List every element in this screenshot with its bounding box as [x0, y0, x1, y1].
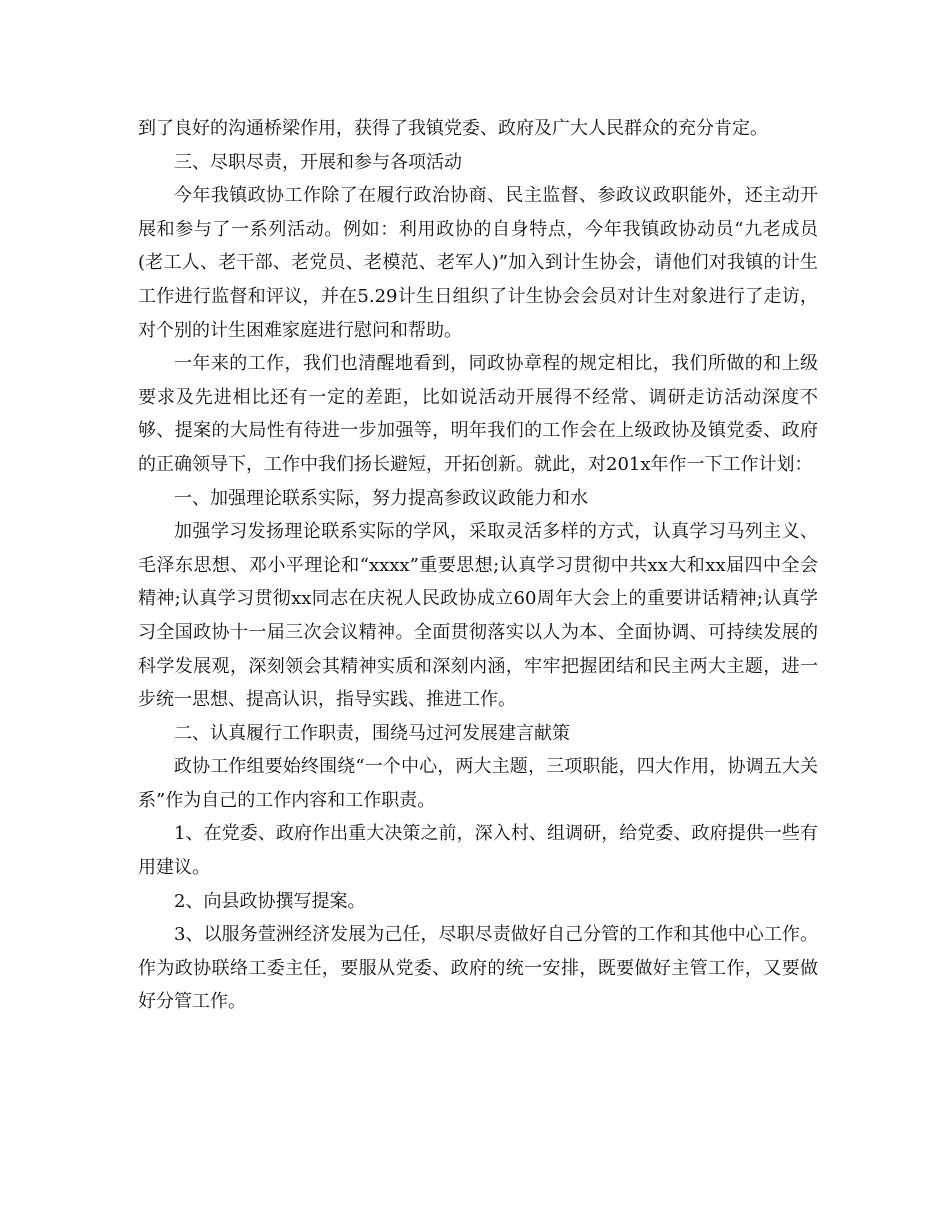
- paragraph-activities: 今年我镇政协工作除了在履行政治协商、民主监督、参政议政职能外，还主动开展和参与了一系列活动。例如：利用政协的自身特点，今年我镇政协动员“九老成员(老工人、老干部、老党员、老模范、老军人)”加入到计生协会，请他们对我镇的计生工作进行监督和评议，并在5.29计生日组织了计生协会会员对计生对象进行了走访，对个别的计生困难家庭进行慰问和帮助。: [138, 185, 818, 341]
- list-item-1: 1、在党委、政府作出重大决策之前，深入村、组调研，给党委、政府提供一些有用建议。: [138, 823, 818, 879]
- document-body: [138, 112, 818, 1019]
- paragraph-study: 加强学习发扬理论联系实际的学风，采取灵活多样的方式，认真学习马列主义、毛泽东思想、邓小平理论和“xxxx”重要思想;认真学习贯彻中共xx大和xx届四中全会精神;认真学习贯彻xx同志在庆祝人民政协成立60周年大会上的重要讲话精神;认真学习全国政协十一届三次会议精神。全面贯彻落实以人为本、全面协调、可持续发展的科学发展观，深刻领会其精神实质和深刻内涵，牢牢把握团结和民主两大主题，进一步统一思想、提高认识，指导实践、推进工作。: [138, 521, 818, 711]
- list-item-2: 2、向县政协撰写提案。: [174, 890, 366, 912]
- paragraph-duties: 政协工作组要始终围绕“一个中心，两大主题，三项职能，四大作用，协调五大关系”作为自己的工作内容和工作职责。: [138, 756, 818, 811]
- list-item-3: 3、以服务萱洲经济发展为己任，尽职尽责做好自己分管的工作和其他中心工作。作为政协联络工委主任，要服从党委、政府的统一安排，既要做好主管工作，又要做好分管工作。: [138, 924, 818, 1013]
- paragraph-continuation: 到了良好的沟通桥梁作用，获得了我镇党委、政府及广大人民群众的充分肯定。: [138, 118, 768, 139]
- plan-heading-1: 一、加强理论联系实际，努力提高参政议政能力和水: [174, 487, 588, 509]
- paragraph-summary: 一年来的工作，我们也清醒地看到，同政协章程的规定相比，我们所做的和上级要求及先进相比还有一定的差距，比如说活动开展得不经常、调研走访活动深度不够、提案的大局性有待进一步加强等，明年我们的工作会在上级政协及镇党委、政府的正确领导下，工作中我们扬长避短，开拓创新。就此，对201x年作一下工作计划：: [138, 353, 818, 475]
- plan-heading-2: 二、认真履行工作职责，围绕马过河发展建言献策: [174, 722, 570, 744]
- section-heading-3: 三、尽职尽责，开展和参与各项活动: [174, 151, 462, 173]
